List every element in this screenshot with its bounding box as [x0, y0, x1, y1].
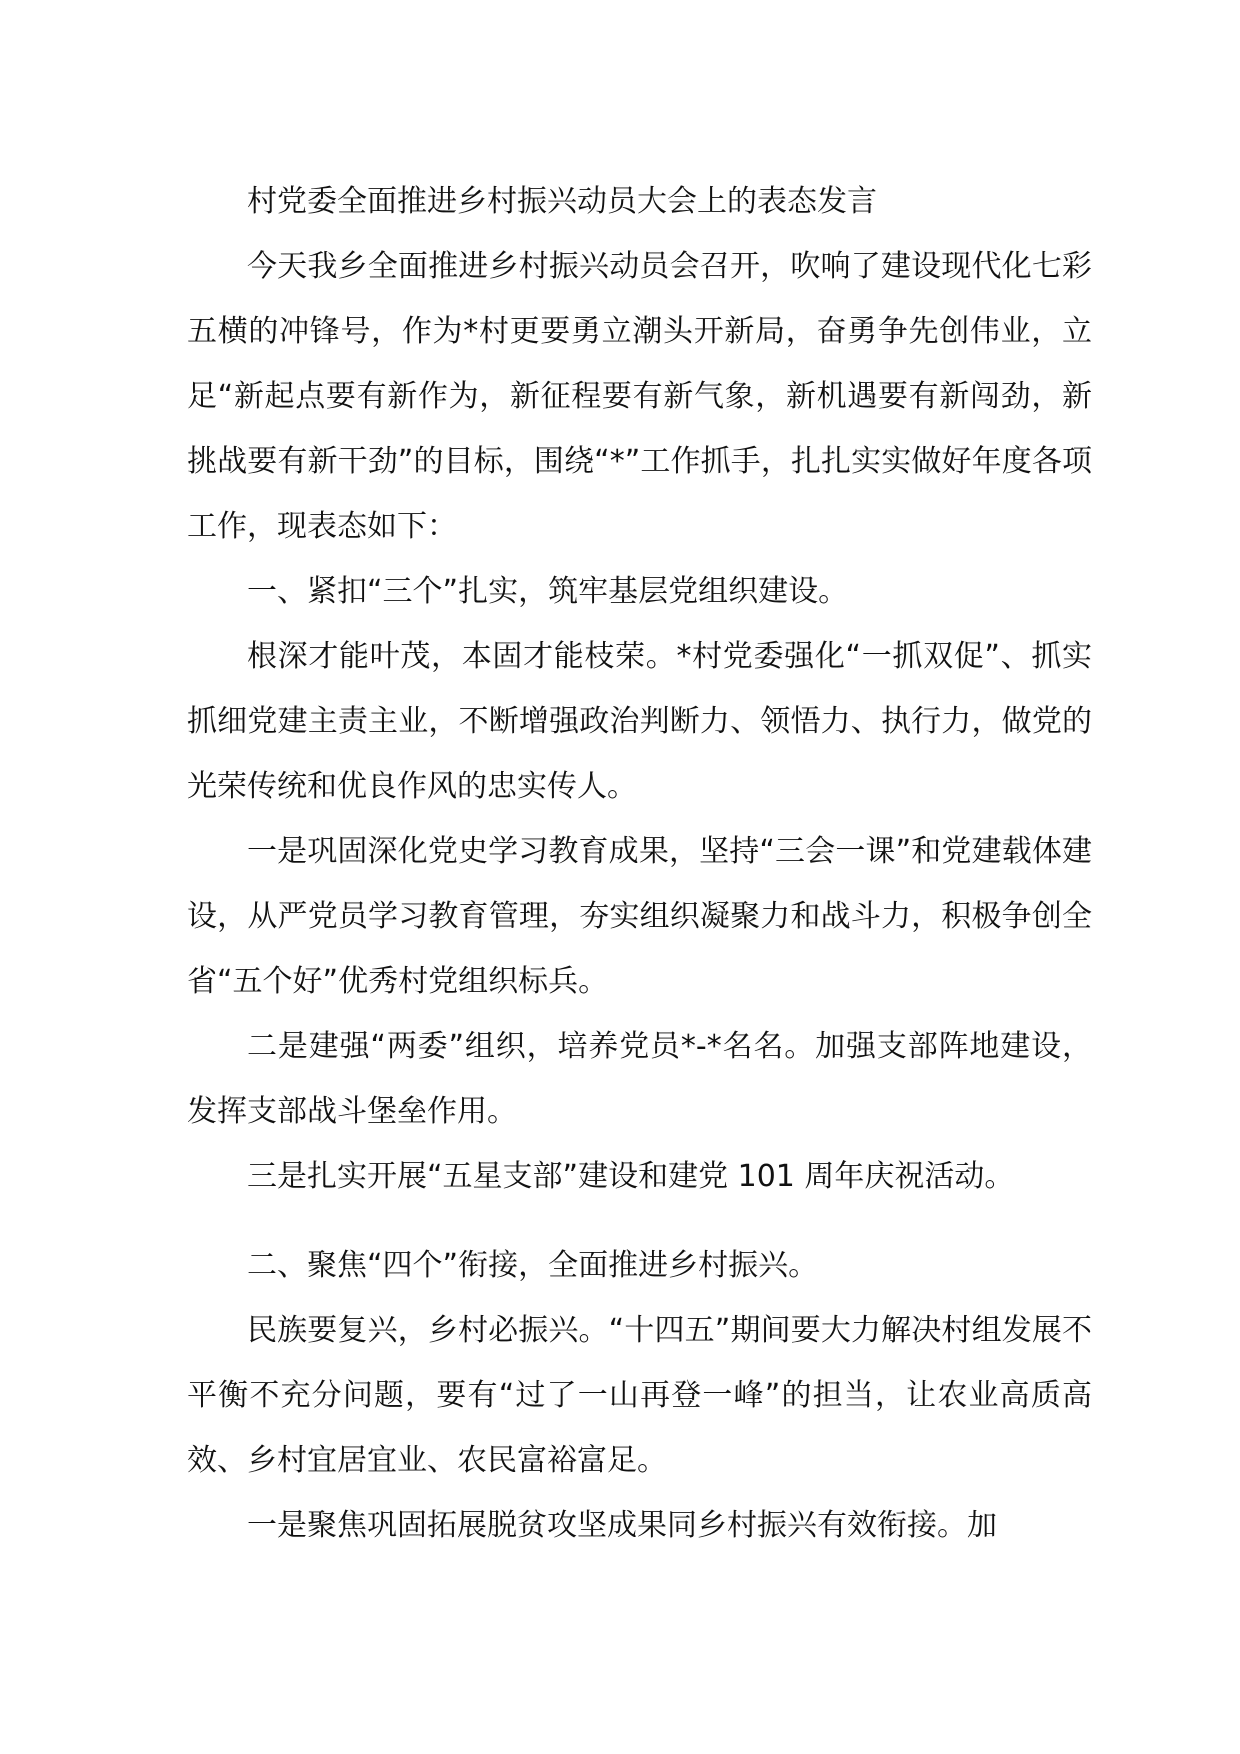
paragraph-point-2: 二是建强“两委”组织，培养党员*-*名名。加强支部阵地建设，发挥支部战斗堡垒作用。 — [187, 1029, 1092, 1129]
paragraph-section-2-intro: 民族要复兴，乡村必振兴。“十四五”期间要大力解决村组发展不平衡不充分问题，要有“过了一山再登一峰”的担当，让农业高质高效、乡村宜居宜业、农民富裕富足。 — [187, 1313, 1092, 1478]
paragraph-section-2-point-1: 一是聚焦巩固拓展脱贫攻坚成果同乡村振兴有效衔接。加 — [247, 1508, 997, 1543]
document-body — [187, 169, 1092, 1558]
section-heading-2: 二、聚焦“四个”衔接，全面推进乡村振兴。 — [247, 1248, 819, 1283]
paragraph-intro: 今天我乡全面推进乡村振兴动员会召开，吹响了建设现代化七彩五横的冲锋号，作为*村更要勇立潮头开新局，奋勇争先创伟业，立足“新起点要有新作为，新征程要有新气象，新机遇要有新闯劲，新挑战要有新干劲”的目标，围绕“*”工作抓手，扎扎实实做好年度各项工作，现表态如下： — [187, 249, 1092, 544]
document-title: 村党委全面推进乡村振兴动员大会上的表态发言 — [247, 184, 877, 219]
paragraph-section-1-intro: 根深才能叶茂，本固才能枝荣。*村党委强化“一抓双促”、抓实抓细党建主责主业，不断增强政治判断力、领悟力、执行力，做党的光荣传统和优良作风的忠实传人。 — [187, 639, 1092, 804]
paragraph-spacer — [187, 1209, 1092, 1233]
paragraph-point-1: 一是巩固深化党史学习教育成果，坚持“三会一课”和党建载体建设，从严党员学习教育管理，夯实组织凝聚力和战斗力，积极争创全省“五个好”优秀村党组织标兵。 — [187, 834, 1092, 999]
paragraph-point-3: 三是扎实开展“五星支部”建设和建党 101 周年庆祝活动。 — [247, 1159, 1015, 1194]
section-heading-1: 一、紧扣“三个”扎实，筑牢基层党组织建设。 — [247, 574, 849, 609]
